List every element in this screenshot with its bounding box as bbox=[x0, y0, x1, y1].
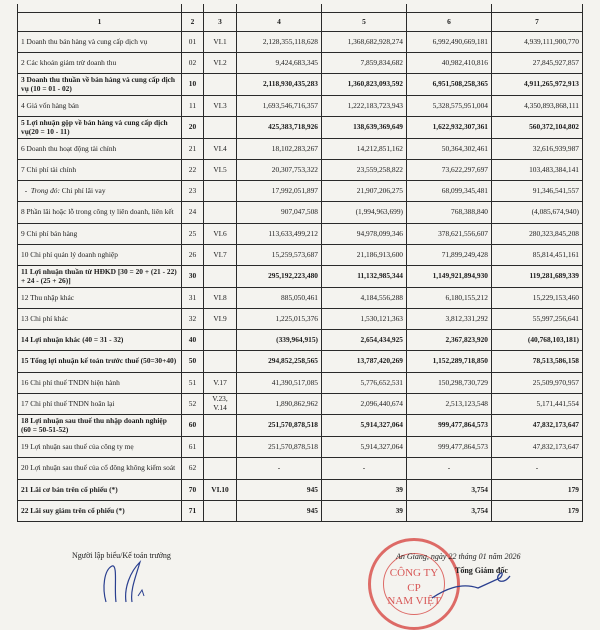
value-col-6: - bbox=[407, 458, 492, 480]
row-note bbox=[204, 437, 237, 458]
value-col-6: 150,298,730,729 bbox=[407, 373, 492, 394]
row-note: VI.9 bbox=[204, 309, 237, 330]
row-code: 30 bbox=[182, 266, 204, 288]
value-col-6: 6,992,490,669,181 bbox=[407, 32, 492, 53]
value-col-7: 55,997,256,641 bbox=[492, 309, 583, 330]
row-note bbox=[204, 415, 237, 437]
value-col-4: 945 bbox=[237, 480, 322, 501]
header-col-1: 1 bbox=[18, 13, 182, 32]
row-label: 19 Lợi nhuận sau thuế của công ty mẹ bbox=[18, 437, 182, 458]
row-note: VI.3 bbox=[204, 96, 237, 117]
stamp-line-3: NAM VIỆT bbox=[387, 595, 441, 607]
value-col-6: 3,812,331,292 bbox=[407, 309, 492, 330]
table-row bbox=[18, 309, 583, 330]
value-col-5: 39 bbox=[322, 480, 407, 501]
row-note: V.17 bbox=[204, 373, 237, 394]
row-code: 71 bbox=[182, 501, 204, 522]
table-row bbox=[18, 288, 583, 309]
row-label: 21 Lãi cơ bản trên cổ phiếu (*) bbox=[18, 480, 182, 501]
value-col-6: 1,149,921,894,930 bbox=[407, 266, 492, 288]
row-label-italic: Trong đó: bbox=[30, 185, 60, 195]
value-col-5: 39 bbox=[322, 501, 407, 522]
value-col-4: 9,424,683,345 bbox=[237, 53, 322, 74]
row-note: VI.1 bbox=[204, 32, 237, 53]
value-col-6: 71,899,249,428 bbox=[407, 245, 492, 266]
value-col-7: 27,845,927,857 bbox=[492, 53, 583, 74]
row-label: 10 Chi phí quản lý doanh nghiệp bbox=[18, 245, 182, 266]
value-col-5: (1,994,963,699) bbox=[322, 202, 407, 224]
row-note: VI.4 bbox=[204, 139, 237, 160]
row-label: 11 Lợi nhuận thuần từ HĐKD [30 = 20 + (21 - 22) + 24 - (25 + 26)] bbox=[18, 266, 182, 288]
row-label: 15 Tổng lợi nhuận kế toán trước thuế (50=30+40) bbox=[18, 351, 182, 373]
value-col-4: 15,259,573,687 bbox=[237, 245, 322, 266]
table-row bbox=[18, 458, 583, 480]
row-label: 9 Chi phí bán hàng bbox=[18, 224, 182, 245]
value-col-5: 7,859,834,682 bbox=[322, 53, 407, 74]
preparer-title: Người lập biểu/Kế toán trưởng bbox=[72, 551, 171, 560]
value-col-6: 73,622,297,697 bbox=[407, 160, 492, 181]
row-code: 52 bbox=[182, 394, 204, 415]
row-label: 22 Lãi suy giảm trên cổ phiếu (*) bbox=[18, 501, 182, 522]
value-col-5: 2,654,434,925 bbox=[322, 330, 407, 351]
row-code: 20 bbox=[182, 117, 204, 139]
row-note: VI.10 bbox=[204, 480, 237, 501]
row-code: 23 bbox=[182, 181, 204, 202]
row-code: 50 bbox=[182, 351, 204, 373]
table-row bbox=[18, 181, 583, 202]
row-label: 1 Doanh thu bán hàng và cung cấp dịch vụ bbox=[18, 32, 182, 53]
value-col-7: 560,372,104,802 bbox=[492, 117, 583, 139]
value-col-6: 68,099,345,481 bbox=[407, 181, 492, 202]
value-col-6: 999,477,864,573 bbox=[407, 437, 492, 458]
row-note bbox=[204, 458, 237, 480]
value-col-4: 113,633,499,212 bbox=[237, 224, 322, 245]
value-col-5: 1,530,121,363 bbox=[322, 309, 407, 330]
value-col-5: 21,907,206,275 bbox=[322, 181, 407, 202]
table-row bbox=[18, 415, 583, 437]
table-top-edge-row bbox=[18, 4, 583, 13]
table-row bbox=[18, 74, 583, 96]
value-col-5: 138,639,369,649 bbox=[322, 117, 407, 139]
value-col-4: 17,992,051,897 bbox=[237, 181, 322, 202]
row-code: 40 bbox=[182, 330, 204, 351]
row-label: 6 Doanh thu hoạt động tài chính bbox=[18, 139, 182, 160]
row-label: 14 Lợi nhuận khác (40 = 31 - 32) bbox=[18, 330, 182, 351]
value-col-7: 4,911,265,972,913 bbox=[492, 74, 583, 96]
header-col-4: 4 bbox=[237, 13, 322, 32]
value-col-7: 15,229,153,460 bbox=[492, 288, 583, 309]
value-col-6: 2,367,823,920 bbox=[407, 330, 492, 351]
row-label: 4 Giá vốn hàng bán bbox=[18, 96, 182, 117]
row-note: VI.8 bbox=[204, 288, 237, 309]
row-note bbox=[204, 181, 237, 202]
value-col-5: 13,787,420,269 bbox=[322, 351, 407, 373]
value-col-4: 945 bbox=[237, 501, 322, 522]
row-note bbox=[204, 74, 237, 96]
value-col-6: 3,754 bbox=[407, 501, 492, 522]
value-col-7: 179 bbox=[492, 501, 583, 522]
table-row bbox=[18, 330, 583, 351]
value-col-7: 25,509,970,957 bbox=[492, 373, 583, 394]
value-col-4: 885,050,461 bbox=[237, 288, 322, 309]
value-col-5: 5,776,652,531 bbox=[322, 373, 407, 394]
row-label: 2 Các khoản giảm trừ doanh thu bbox=[18, 53, 182, 74]
value-col-5: 5,914,327,064 bbox=[322, 437, 407, 458]
value-col-4: 1,890,862,962 bbox=[237, 394, 322, 415]
table-row bbox=[18, 501, 583, 522]
table-row bbox=[18, 32, 583, 53]
value-col-5: 4,184,556,288 bbox=[322, 288, 407, 309]
value-col-6: 40,982,410,816 bbox=[407, 53, 492, 74]
row-label-text: Chi phí lãi vay bbox=[59, 185, 106, 195]
value-col-7: 280,323,845,208 bbox=[492, 224, 583, 245]
value-col-4: 1,693,546,716,357 bbox=[237, 96, 322, 117]
row-note: VI.5 bbox=[204, 160, 237, 181]
value-col-4: 907,047,508 bbox=[237, 202, 322, 224]
value-col-6: 378,621,556,607 bbox=[407, 224, 492, 245]
row-code: 51 bbox=[182, 373, 204, 394]
value-col-4: 18,102,283,267 bbox=[237, 139, 322, 160]
table-row bbox=[18, 480, 583, 501]
value-col-5: 2,096,440,674 bbox=[322, 394, 407, 415]
row-code: 25 bbox=[182, 224, 204, 245]
value-col-5: 23,559,258,822 bbox=[322, 160, 407, 181]
value-col-4: 41,390,517,085 bbox=[237, 373, 322, 394]
table-row bbox=[18, 373, 583, 394]
row-label: 16 Chi phí thuế TNDN hiện hành bbox=[18, 373, 182, 394]
value-col-7: 5,171,441,554 bbox=[492, 394, 583, 415]
date-location-line: An Giang, ngày 22 tháng 01 năm 2026 bbox=[396, 552, 521, 561]
row-code: 62 bbox=[182, 458, 204, 480]
value-col-7: 85,814,451,161 bbox=[492, 245, 583, 266]
value-col-7: 103,483,384,141 bbox=[492, 160, 583, 181]
value-col-5: 1,368,682,928,274 bbox=[322, 32, 407, 53]
row-label: 5 Lợi nhuận gộp về bán hàng và cung cấp dịch vụ(20 = 10 - 11) bbox=[18, 117, 182, 139]
table-row bbox=[18, 139, 583, 160]
row-note: V.23, V.14 bbox=[204, 394, 237, 415]
header-col-6: 6 bbox=[407, 13, 492, 32]
row-note bbox=[204, 117, 237, 139]
value-col-4: 2,128,355,118,628 bbox=[237, 32, 322, 53]
value-col-4: (339,964,915) bbox=[237, 330, 322, 351]
preparer-signature-icon bbox=[96, 558, 166, 603]
row-label: 18 Lợi nhuận sau thuế thu nhập doanh nghiệp (60 = 50-51-52) bbox=[18, 415, 182, 437]
value-col-4: 251,570,878,518 bbox=[237, 437, 322, 458]
row-label bbox=[18, 181, 182, 202]
value-col-6: 1,622,932,307,361 bbox=[407, 117, 492, 139]
value-col-4: 1,225,015,376 bbox=[237, 309, 322, 330]
value-col-6: 1,152,289,718,850 bbox=[407, 351, 492, 373]
row-code: 24 bbox=[182, 202, 204, 224]
value-col-7: 179 bbox=[492, 480, 583, 501]
row-code: 22 bbox=[182, 160, 204, 181]
value-col-6: 5,328,575,951,004 bbox=[407, 96, 492, 117]
row-code: 01 bbox=[182, 32, 204, 53]
value-col-7: 32,616,939,987 bbox=[492, 139, 583, 160]
value-col-7: (4,085,674,940) bbox=[492, 202, 583, 224]
row-label: 13 Chi phí khác bbox=[18, 309, 182, 330]
row-code: 26 bbox=[182, 245, 204, 266]
table-row bbox=[18, 224, 583, 245]
value-col-6: 999,477,864,573 bbox=[407, 415, 492, 437]
table-row bbox=[18, 351, 583, 373]
row-note: VI.6 bbox=[204, 224, 237, 245]
value-col-7: 47,832,173,647 bbox=[492, 415, 583, 437]
value-col-4: 425,383,718,926 bbox=[237, 117, 322, 139]
table-row bbox=[18, 437, 583, 458]
ceo-signature-icon bbox=[430, 568, 530, 600]
value-col-4: 294,852,258,565 bbox=[237, 351, 322, 373]
value-col-7: 119,281,689,339 bbox=[492, 266, 583, 288]
row-note bbox=[204, 330, 237, 351]
value-col-5: 94,978,099,346 bbox=[322, 224, 407, 245]
value-col-6: 6,951,508,258,365 bbox=[407, 74, 492, 96]
table-row bbox=[18, 245, 583, 266]
row-code: 70 bbox=[182, 480, 204, 501]
row-label: 20 Lợi nhuận sau thuế của cổ đông không kiểm soát bbox=[18, 458, 182, 480]
row-label: 17 Chi phí thuế TNDN hoãn lại bbox=[18, 394, 182, 415]
row-label: 8 Phần lãi hoặc lỗ trong công ty liên doanh, liên kết bbox=[18, 202, 182, 224]
value-col-6: 6,180,155,212 bbox=[407, 288, 492, 309]
table-row bbox=[18, 394, 583, 415]
row-label: 3 Doanh thu thuần về bán hàng và cung cấp dịch vụ (10 = 01 - 02) bbox=[18, 74, 182, 96]
row-note bbox=[204, 266, 237, 288]
value-col-7: 91,346,541,557 bbox=[492, 181, 583, 202]
value-col-5: 14,212,851,162 bbox=[322, 139, 407, 160]
header-col-5: 5 bbox=[322, 13, 407, 32]
row-code: 10 bbox=[182, 74, 204, 96]
row-code: 21 bbox=[182, 139, 204, 160]
row-note bbox=[204, 202, 237, 224]
value-col-6: 2,513,123,548 bbox=[407, 394, 492, 415]
value-col-4: - bbox=[237, 458, 322, 480]
value-col-4: 251,570,878,518 bbox=[237, 415, 322, 437]
ceo-title: Tổng Giám đốc bbox=[455, 566, 508, 575]
table-row bbox=[18, 266, 583, 288]
row-note: VI.2 bbox=[204, 53, 237, 74]
row-note bbox=[204, 351, 237, 373]
value-col-4: 2,118,930,435,283 bbox=[237, 74, 322, 96]
value-col-7: 47,832,173,647 bbox=[492, 437, 583, 458]
value-col-5: 1,222,183,723,943 bbox=[322, 96, 407, 117]
row-code: 02 bbox=[182, 53, 204, 74]
table-row bbox=[18, 96, 583, 117]
row-code: 32 bbox=[182, 309, 204, 330]
value-col-6: 768,388,840 bbox=[407, 202, 492, 224]
value-col-6: 3,754 bbox=[407, 480, 492, 501]
column-number-header-row bbox=[18, 13, 583, 32]
row-label: 7 Chi phí tài chính bbox=[18, 160, 182, 181]
table-row bbox=[18, 160, 583, 181]
row-note bbox=[204, 501, 237, 522]
value-col-4: 20,307,753,322 bbox=[237, 160, 322, 181]
value-col-7: - bbox=[492, 458, 583, 480]
row-code: 60 bbox=[182, 415, 204, 437]
header-col-3: 3 bbox=[204, 13, 237, 32]
value-col-6: 50,364,302,461 bbox=[407, 139, 492, 160]
value-col-5: 5,914,327,064 bbox=[322, 415, 407, 437]
value-col-7: 4,350,893,868,111 bbox=[492, 96, 583, 117]
table-row bbox=[18, 202, 583, 224]
value-col-5: 21,186,913,600 bbox=[322, 245, 407, 266]
value-col-7: 4,939,111,900,770 bbox=[492, 32, 583, 53]
row-code: 61 bbox=[182, 437, 204, 458]
income-statement-table bbox=[17, 4, 583, 522]
row-label-prefix: - bbox=[21, 185, 31, 195]
value-col-7: (40,768,103,181) bbox=[492, 330, 583, 351]
value-col-4: 295,192,223,480 bbox=[237, 266, 322, 288]
row-code: 11 bbox=[182, 96, 204, 117]
header-col-2: 2 bbox=[182, 13, 204, 32]
row-note: VI.7 bbox=[204, 245, 237, 266]
header-col-7: 7 bbox=[492, 13, 583, 32]
value-col-5: 11,132,985,344 bbox=[322, 266, 407, 288]
value-col-5: - bbox=[322, 458, 407, 480]
table-row bbox=[18, 53, 583, 74]
stamp-line-2: CP bbox=[407, 582, 421, 594]
row-code: 31 bbox=[182, 288, 204, 309]
stamp-line-1: CÔNG TY bbox=[389, 567, 439, 579]
value-col-5: 1,360,823,093,592 bbox=[322, 74, 407, 96]
row-label: 12 Thu nhập khác bbox=[18, 288, 182, 309]
table-row bbox=[18, 117, 583, 139]
value-col-7: 78,513,586,158 bbox=[492, 351, 583, 373]
